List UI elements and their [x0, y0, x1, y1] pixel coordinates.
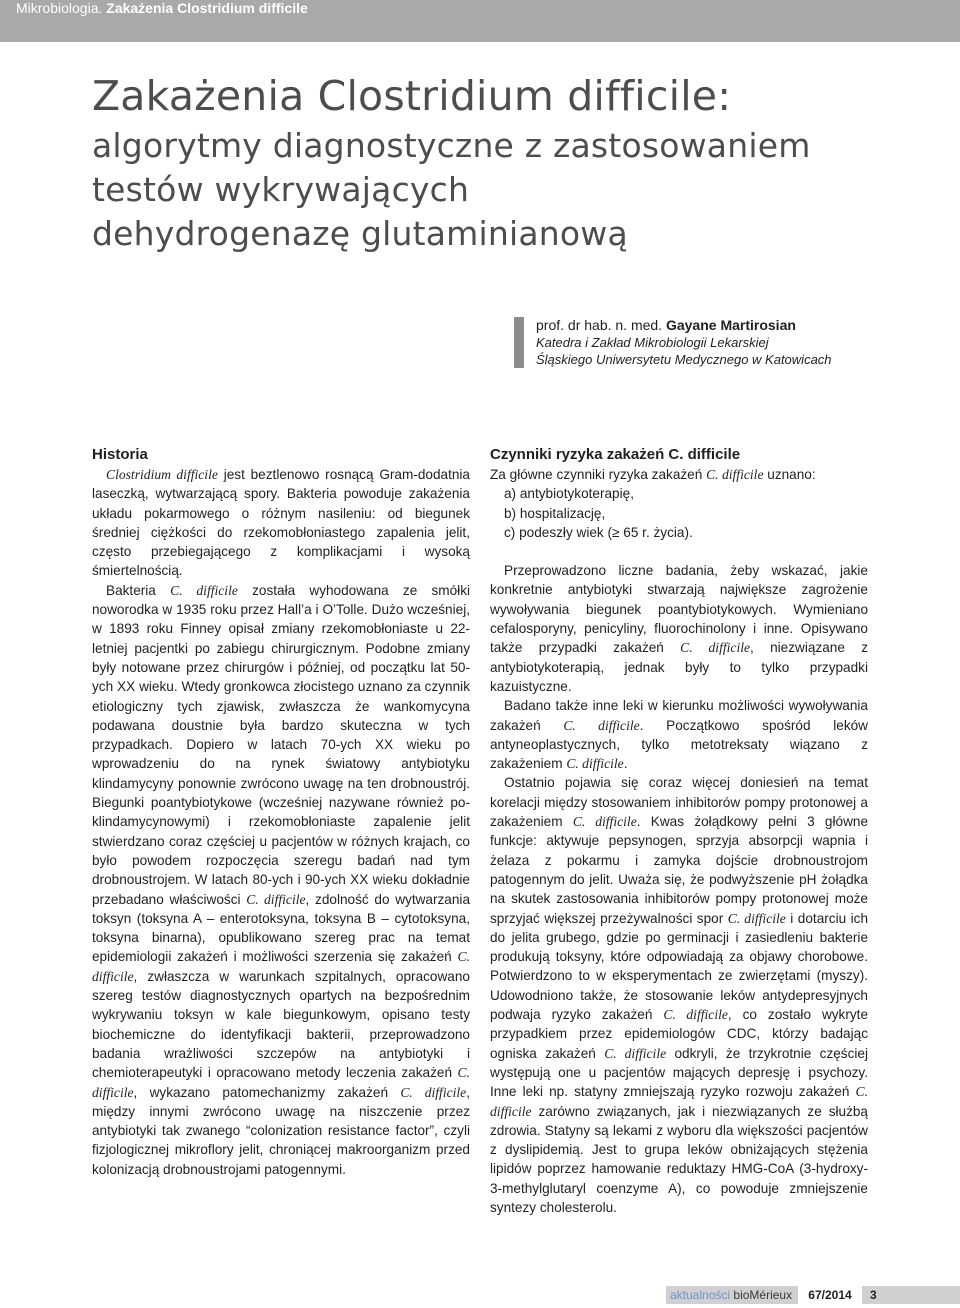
section-heading-risk-factors: Czynniki ryzyka zakażeń C. difficile	[490, 446, 741, 463]
page-number: 3	[870, 1288, 877, 1302]
author-block	[536, 317, 936, 368]
author-affiliation: Śląskiego Uniwersytetu Medycznego w Katowicach	[536, 352, 832, 367]
species-name: C. difficile	[566, 756, 624, 772]
footer-issue: 67/2014	[798, 1286, 862, 1304]
paragraph: Przeprowadzono liczne badania, żeby wskazać, jakie konkretnie antybiotyki stwarzają największe zagrożenie wywoływania biegunek poantybiotykowych. Wymieniano cefalosporyny, penicyliny, fluorochinolony i inne. Opisywano także przypadki zakażeń C. difficile, niezwiązane z antybiotykoterapią, jednak były to tylko przypadki kazuistyczne.	[490, 563, 868, 694]
title-sub-line: algorytmy diagnostyczne z zastosowaniem	[92, 126, 811, 165]
species-name: C. difficile	[170, 582, 238, 598]
author-name: Gayane Martirosian	[665, 317, 796, 333]
left-column	[92, 444, 470, 1179]
footer-brand-logo: bioMérieux	[733, 1288, 793, 1302]
paragraph: Za główne czynniki ryzyka zakażeń C. difficile uznano:	[490, 467, 816, 482]
author-affiliation: Katedra i Zakład Mikrobiologii Lekarskiej	[536, 335, 769, 350]
species-name: C. difficile	[246, 891, 306, 907]
risk-factor-list	[490, 484, 868, 542]
species-name: C. difficile	[680, 640, 751, 656]
paragraph: Ostatnio pojawia się coraz więcej doniesień na temat korelacji między stosowaniem inhibitorów pompy protonowej a zakażeniem C. difficile. Kwas żołądkowy pełni 3 główne funkcje: aktywuje pepsynogen, sprzyja absorpcji wapnia i żelaza z pokarmu i zamyka dojście drobnoustrojom patogennym do jelit. Uważa się, że podwyższenie pH żołądka na skutek zastosowania inhibitorów pompy protonowej może sprzyjać większej przeżywalności spor C. difficile i dotarciu ich do jelita grubego, gdzie po germinacji i zasiedleniu bakterie produkują toksyny, które odpowiadają za objawy chorobowe. Potwierdzono to w eksperymentach ze zwierzętami (myszy). Udowodniono także, że stosowanie leków antydepresyjnych podwaja ryzyko zakażeń C. difficile, co zostało wykryte przypadkiem przez epidemiologów CDC, którzy badając ogniska zakażeń C. difficile odkryli, że trzykrotnie częściej występują one u pacjentów mających depresję i psychozy. Inne leki np. statyny zmniejszają ryzyko rozwoju zakażeń C. difficile zarówno związanych, jak i niezwiązanych ze służbą zdrowia. Statyny są lekami z wyboru dla większości pacjentów z dyslipidemią. Jest to grupa leków obniżających stężenia lipidów poprzez hamowanie reduktazy HMG-CoA (3-hydroxy-3-methylglutaryl coenzyme A), co powoduje zmniejszenie syntezy cholesterolu.	[490, 775, 869, 1215]
title-main: Zakażenia Clostridium difficile:	[92, 72, 732, 120]
species-name: C. difficile	[663, 1007, 728, 1023]
species-name: Clostridium difficile	[106, 467, 218, 482]
species-name: C. difficile	[706, 467, 764, 482]
species-name: C. difficile	[490, 1084, 868, 1119]
list-item: b) hospitalizację,	[504, 505, 606, 521]
species-name: C. difficile	[92, 949, 470, 984]
paragraph: Badano także inne leki w kierunku możliwości wywoływania zakażeń C. difficile. Początkowo spośród leków antyneoplastycznych, tylko metotreksaty wiązano z zakażeniem C. difficile.	[490, 698, 868, 772]
species-name: C. difficile	[400, 1084, 467, 1100]
species-name: C. difficile	[572, 814, 637, 830]
header-breadcrumb	[16, 0, 308, 16]
running-header	[0, 0, 960, 42]
page-footer	[666, 1286, 960, 1304]
paragraph: Clostridium difficile jest beztlenowo rosnącą Gram-dodatnia laseczką, wytwarzającą spory. Bakteria powoduje zakażenia układu pokarmowego o różnym nasileniu: od biegunek średniej ciężkości do rzekomobłoniastego zapalenia jelit, często przebiegającego z komplikacjami i wysoką śmiertelnością.	[92, 467, 470, 579]
paragraph: Bakteria C. difficile została wyhodowana ze smółki noworodka w 1935 roku przez Hall’a i O’Tolle. Dużo wcześniej, w 1893 roku Finney opisał zmiany rzekomobłoniaste u 22- letniej pacjentki po zabiegu chirurgicznym. Podobne zmiany były notowane przez chirurgów i później, od początku lat 50-ych XX wieku. Wtedy gronkowca złocistego uznano za czynnik etiologiczny tych zjawisk, zwłaszcza że wankomycyna podawana doustnie była bardzo skuteczna w tych przypadkach. Dopiero w latach 70-ych XX wieku po wprowadzeniu do na rynek światowy antybiotyku klindamycyny ponownie zwrócono uwagę na ten drobnoustrój. Biegunki poantybiotykowe (wcześniej nazywane również po-klindamycynowymi) i rzekomobłoniaste zapalenie jelit stwierdzano coraz częściej u pacjentów w różnych krajach, co było powodem rozpoczęcia szeregu badań nad tym drobnoustrojem. W latach 80-ych i 90-ych XX wieku dokładnie przebadano właściwości C. difficile, zdolność do wytwarzania toksyn (toksyna A – enterotoksyna, toksyna B – cytotoksyna, toksyna binarna), opublikowano szereg prac na temat epidemiologii zakażeń i możliwości szerzenia się zakażeń C. difficile, zwłaszcza w warunkach szpitalnych, opracowano szereg testów diagnostycznych opartych na bezpośrednim wykrywaniu toksyn w kale biegunkowym, opisano testy biochemiczne do identyfikacji bakterii, przeprowadzono badania wrażliwości szczepów na antybiotyki i chemioterapeutyki i opracowano metody leczenia zakażeń C. difficile, wykazano patomechanizmy zakażeń C. difficile, między innymi zwrócono uwagę na niszczenie przez antybiotyki tak zwanego “colonization resistance factor”, czyli fizjologicznej mikroflory jelit, chroniącej makroorganizm przed kolonizacją drobnoustrojami patogennymi.	[92, 582, 471, 1177]
title-sub-line: dehydrogenazę glutaminianową	[92, 214, 628, 253]
author-accent-bar	[514, 317, 524, 368]
author-name-line	[536, 317, 936, 334]
species-name: C. difficile	[92, 1065, 470, 1100]
list-item: c) podeszły wiek (≥ 65 r. życia).	[504, 524, 693, 540]
footer-magazine: aktualności bioMérieux	[670, 1288, 793, 1302]
section-heading-historia: Historia	[92, 446, 148, 463]
author-degree: prof. dr hab. n. med.	[536, 317, 663, 333]
list-item: a) antybiotykoterapię,	[504, 486, 634, 502]
title-sub-line: testów wykrywających	[92, 170, 470, 209]
header-topic: Zakażenia Clostridium difficile	[106, 0, 308, 16]
species-name: C. difficile	[727, 910, 786, 926]
species-name: C. difficile	[604, 1045, 667, 1061]
header-section: Mikrobiologia.	[16, 0, 103, 16]
species-name: C. difficile	[563, 717, 640, 733]
right-column	[490, 444, 868, 1217]
article-title	[92, 68, 912, 256]
